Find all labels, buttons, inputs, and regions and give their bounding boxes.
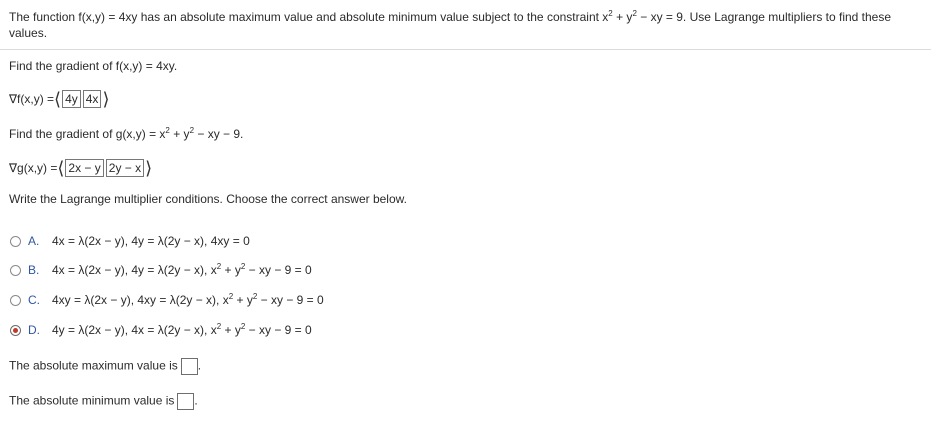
superscript: 2: [240, 262, 246, 271]
option-letter: A.: [28, 234, 40, 248]
period: .: [197, 358, 202, 373]
gradient-f-component-2[interactable]: 4x: [83, 90, 102, 108]
problem-text: + y: [612, 10, 633, 24]
angle-close: ⟩: [145, 158, 153, 178]
angle-open: ⟨: [57, 158, 65, 178]
option-c[interactable]: [10, 293, 324, 307]
superscript: 2: [216, 322, 222, 331]
radio-button[interactable]: [10, 236, 21, 247]
problem-text: − xy = 9. Use Lagrange multipliers to find these values.: [9, 10, 892, 40]
option-text-part: − xy − 9 = 0: [257, 293, 324, 307]
instruction-text: − xy − 9.: [194, 127, 244, 141]
option-letter: C.: [28, 293, 40, 307]
gradient-f-instruction: Find the gradient of f(x,y) = 4xy.: [9, 59, 178, 73]
max-value-row: [9, 358, 201, 375]
superscript: 2: [252, 292, 258, 301]
gradient-f-label: ∇f(x,y) =: [9, 92, 55, 106]
radio-button-selected[interactable]: [10, 325, 21, 336]
superscript: 2: [632, 9, 637, 18]
divider: [0, 49, 931, 50]
option-d[interactable]: [10, 323, 312, 337]
option-text-part: 4x = λ(2x − y), 4y = λ(2y − x), x: [52, 263, 217, 277]
problem-text: The function f(x,y) = 4xy has an absolute maximum value and absolute minimum value subject to the constraint x: [9, 10, 609, 24]
radio-button[interactable]: [10, 295, 21, 306]
max-value-input[interactable]: [181, 358, 198, 375]
lagrange-instruction: Write the Lagrange multiplier conditions. Choose the correct answer below.: [9, 192, 407, 206]
option-text-part: 4y = λ(2x − y), 4x = λ(2y − x), x: [52, 323, 217, 337]
option-text: [52, 263, 312, 277]
problem-statement: [9, 10, 929, 41]
gradient-g-component-1[interactable]: 2x − y: [65, 159, 103, 177]
angle-close: ⟩: [102, 89, 110, 109]
option-text-part: − xy − 9 = 0: [245, 323, 312, 337]
option-text: [52, 323, 312, 337]
option-b[interactable]: [10, 263, 312, 277]
instruction-text: Find the gradient of g(x,y) = x: [9, 127, 166, 141]
superscript: 2: [240, 322, 246, 331]
angle-open: ⟨: [54, 89, 62, 109]
option-text: 4x = λ(2x − y), 4y = λ(2y − x), 4xy = 0: [52, 234, 250, 248]
gradient-g-component-2[interactable]: 2y − x: [106, 159, 144, 177]
superscript: 2: [608, 9, 613, 18]
instruction-text: + y: [169, 127, 190, 141]
min-value-row: [9, 393, 198, 410]
min-value-input[interactable]: [177, 393, 194, 410]
option-letter: D.: [28, 323, 40, 337]
radio-button[interactable]: [10, 265, 21, 276]
option-text-part: + y: [221, 323, 241, 337]
gradient-f-component-1[interactable]: 4y: [62, 90, 81, 108]
option-text-part: − xy − 9 = 0: [245, 263, 312, 277]
gradient-g-row: [9, 159, 152, 177]
gradient-g-label: ∇g(x,y) =: [9, 161, 58, 175]
option-a[interactable]: [10, 234, 250, 248]
option-letter: B.: [28, 263, 40, 277]
gradient-f-row: [9, 90, 109, 108]
option-text-part: + y: [233, 293, 253, 307]
period: .: [194, 393, 198, 408]
superscript: 2: [165, 126, 170, 135]
superscript: 2: [189, 126, 195, 135]
superscript: 2: [216, 262, 222, 271]
option-text-part: + y: [221, 263, 241, 277]
superscript: 2: [228, 292, 234, 301]
max-value-label: The absolute maximum value is: [9, 358, 178, 373]
option-text-part: 4xy = λ(2x − y), 4xy = λ(2y − x), x: [52, 293, 229, 307]
option-text: [52, 293, 324, 307]
min-value-label: The absolute minimum value is: [9, 393, 175, 408]
gradient-g-instruction: [9, 127, 243, 141]
